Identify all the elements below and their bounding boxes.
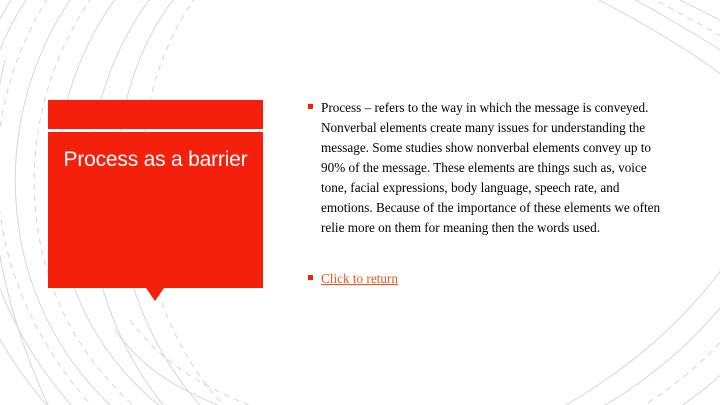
square-bullet-icon <box>308 104 313 109</box>
square-bullet-icon <box>308 275 313 280</box>
title-accent-strip <box>48 100 263 129</box>
bullet-item <box>308 98 673 238</box>
bullet-text: Process – refers to the way in which the message is conveyed. Nonverbal elements create many issues for understanding the message. Some studies show nonverbal elements convey up to 90% of the message. These elements are things such as, voice tone, facial expressions, body language, speech rate, and emotions. Because of the importance of these elements we often relie more on them for meaning then the words used. <box>321 100 661 235</box>
slide-title: Process as a barrier <box>63 148 248 171</box>
triangle-pointer-icon <box>146 288 164 301</box>
click-to-return-link[interactable]: Click to return <box>321 271 398 286</box>
bullet-item-link <box>308 269 673 289</box>
bullet-list <box>308 98 673 289</box>
